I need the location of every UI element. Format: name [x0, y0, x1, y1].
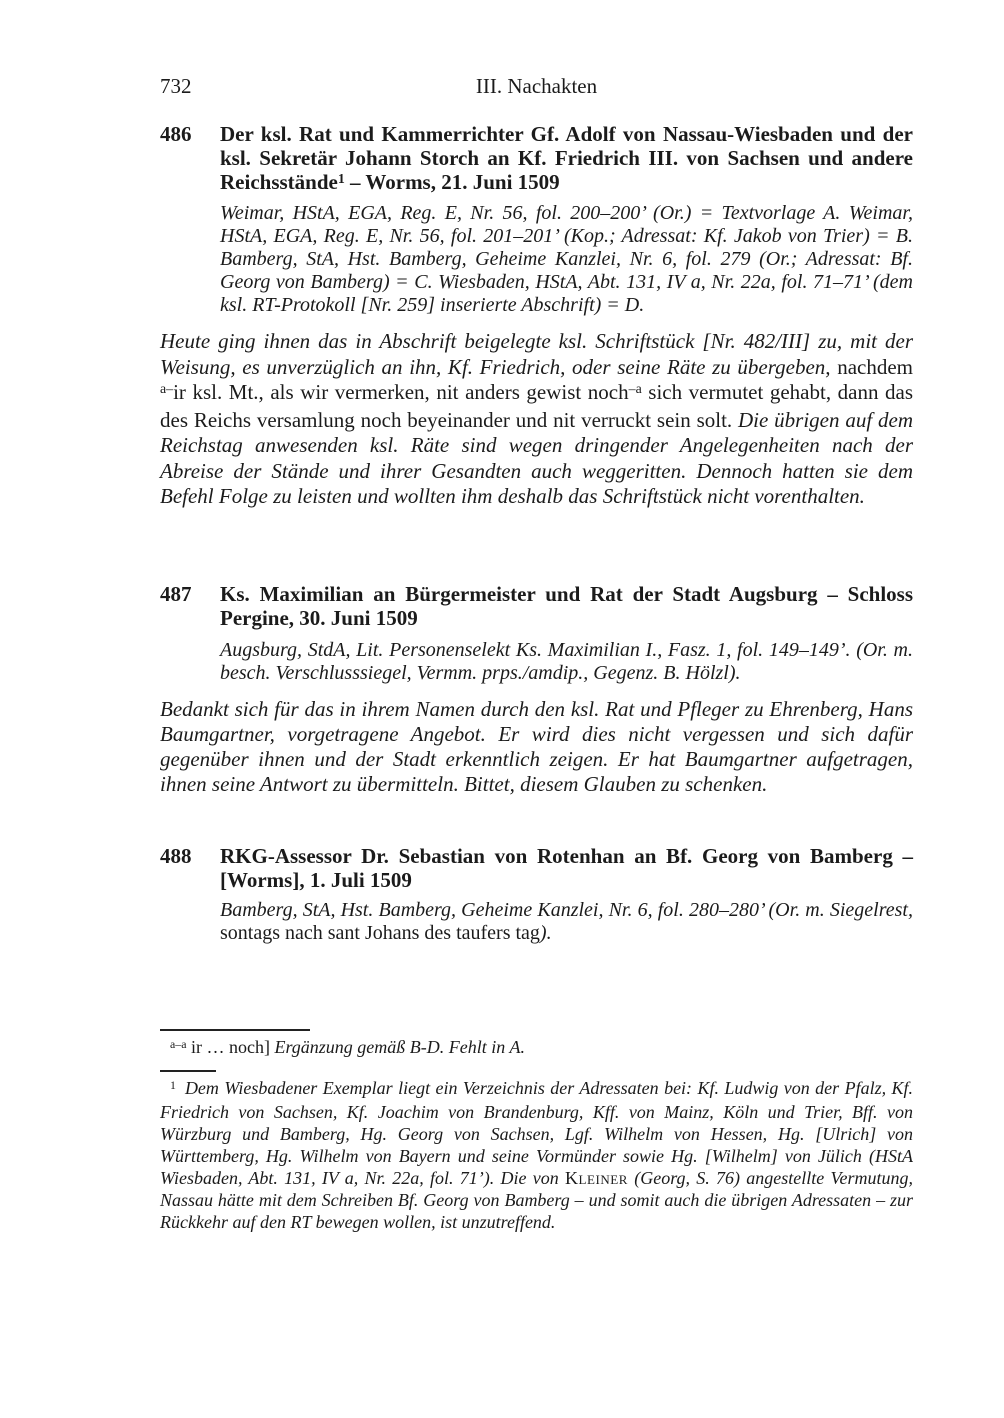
- entry-487-number: 487: [160, 582, 192, 606]
- running-header: III. Nachakten: [475, 74, 598, 98]
- apparatus-divider-rule: [160, 1029, 310, 1031]
- entry-487-heading: [160, 582, 913, 630]
- entry-486-title: Der ksl. Rat und Kammerrichter Gf. Adolf von Nassau-Wiesbaden und der ksl. Sekretär Johann Storch an Kf. Friedrich III. von Sachsen und andere Reichsstände$^1$ – Worms, 21. Juni 1509: [220, 122, 913, 194]
- page-header: [160, 74, 913, 98]
- entry-488-number: 488: [160, 844, 192, 868]
- entry-487-title: Ks. Maximilian an Bürgermeister und Rat der Stadt Augsburg – Schloss Pergine, 30. Juni 1509: [220, 582, 913, 630]
- entry-486-number: 486: [160, 122, 192, 146]
- text-block: [160, 0, 913, 1418]
- entry-488-source: Bamberg, StA, Hst. Bamberg, Geheime Kanzlei, Nr. 6, fol. 280–280’ (Or. m. Siegelrest, sontags nach sant Johans des taufers tag).: [220, 899, 913, 944]
- entry-486-source: Weimar, HStA, EGA, Reg. E, Nr. 56, fol. 200–200’ (Or.) = Textvorlage A. Weimar, HStA, EGA, Reg. E, Nr. 56, fol. 201–201’ (Kop.; Adressat: Kf. Jakob von Trier) = B. Bamberg, StA, Hst. Bamberg, Geheime Kanzlei, Nr. 6, fol. 279 (Or.; Adressat: Bf. Georg von Bamberg) = C. Wiesbaden, HStA, Abt. 131, IV a, Nr. 22a, fol. 71–71’ (dem ksl. RT-Protokoll [Nr. 259] inserierte Abschrift) = D.: [220, 202, 913, 316]
- entry-487-source: Augsburg, StdA, Lit. Personenselekt Ks. Maximilian I., Fasz. 1, fol. 149–149’. (Or. m. besch. Verschlusssiegel, Vermm. prps./amdip., Gegenz. B. Hölzl).: [220, 639, 913, 684]
- entry-487-summary: Bedankt sich für das in ihrem Namen durch den ksl. Rat und Pfleger zu Ehrenberg, Hans Baumgartner, vorgetragene Angebot. Er wird dies nicht vergessen und sich dafür gegenüber ihnen und der Stadt erkenntlich zeigen. Er hat Baumgartner aufgetragen, ihnen seine Antwort zu übermitteln. Bittet, diesem Glauben zu schenken.: [160, 697, 913, 796]
- entry-486-summary: Heute ging ihnen das in Abschrift beigelegte ksl. Schriftstück [Nr. 482/III] zu, mit der Weisung, es unverzüglich an ihn, Kf. Friedrich, oder seine Räte zu übergeben, nachdem $^{a-}$ir ksl. Mt., als wir vermerken, nit anders gewist noch$^{-a}$ sich vermutet gehabt, dann das des Reichs versamlung noch beyeinander und nit verruckt sein solt. Die übrigen auf dem Reichstag anwesenden ksl. Räte sind wegen dringender Angelegenheiten nach der Abreise der Stände und ihrer Gesandten auch weggeritten. Dennoch hatten sie dem Befehl Folge zu leisten und wollten ihm deshalb das Schriftstück nicht vorenthalten.: [160, 329, 913, 508]
- entry-488-heading: [160, 844, 913, 892]
- entry-486-heading: [160, 122, 913, 197]
- page-number: 732: [160, 74, 192, 98]
- entry-488-title: RKG-Assessor Dr. Sebastian von Rotenhan an Bf. Georg von Bamberg – [Worms], 1. Juli 1509: [220, 844, 913, 892]
- footnote-divider-rule: [160, 1070, 216, 1072]
- footnote-1: $^1$ Dem Wiesbadener Exemplar liegt ein Verzeichnis der Adressaten bei: Kf. Ludwig von der Pfalz, Kf. Friedrich von Sachsen, Kf. Joachim von Brandenburg, Kff. von Mainz, Köln und Trier, Bff. von Würzburg und Bamberg, Hg. Georg von Sachsen, Lgf. Wilhelm von Hessen, Hg. [Ulrich] von Württemberg, Hg. Wilhelm von Bayern und seine Vormünder sowie Hg. [Wilhelm] von Jülich (HStA Wiesbaden, Abt. 131, IV a, Nr. 22a, fol. 71’). Die von Kleiner (Georg, S. 76) angestellte Vermutung, Nassau hätte mit dem Schreiben Bf. Georg von Bamberg – und somit auch die übrigen Adressaten – zur Rückkehr auf den RT bewegen wollen, ist unzutreffend.: [160, 1078, 913, 1232]
- apparatus-note: $^{a-a}$ ir … noch] Ergänzung gemäß B-D. Fehlt in A.: [170, 1037, 525, 1057]
